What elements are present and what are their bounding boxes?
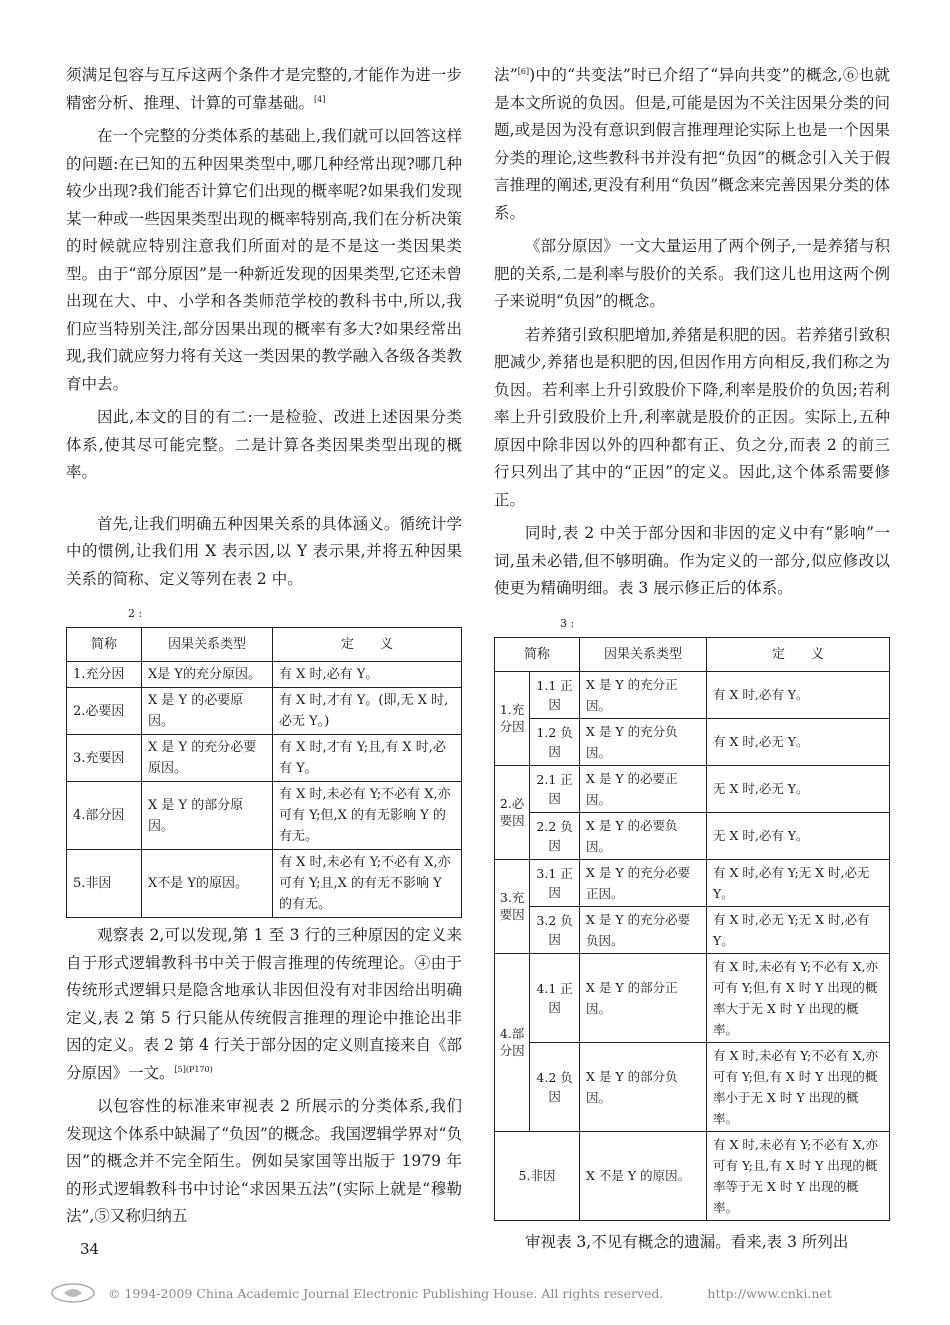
table-row: [67, 850, 462, 918]
table-cell: X 是 Y 的必要原因。: [142, 688, 273, 735]
table-row: [495, 765, 890, 812]
table-cell: 1.1 正因: [530, 671, 580, 718]
table2-caption: 2 :: [128, 607, 143, 620]
paragraph: 须满足包容与互斥这两个条件才是完整的,才能作为进一步精密分析、推理、计算的可靠基础。[4]: [66, 66, 462, 112]
table-cell: X 是 Y 的部分正因。: [580, 953, 707, 1042]
table-cell: 有 X 时,未必有 Y;不必有 X,亦可有 Y;且,X 的有无不影响 Y 的有无。: [273, 850, 462, 918]
table-row: [495, 1131, 890, 1220]
table-cell: 4.部分因: [495, 953, 530, 1131]
table-row: [495, 812, 890, 859]
table-header: 简称: [67, 628, 142, 662]
paragraph: 首先,让我们明确五种因果关系的具体涵义。循统计学中的惯例,让我们用 X 表示因,以 Y 表示果,并将五种因果关系的简称、定义等列在表 2 中。: [66, 514, 462, 588]
citation-ref: [6]: [517, 66, 530, 76]
footer-link[interactable]: http://www.cnki.net: [707, 1285, 832, 1301]
table-cell: 2.1 正因: [530, 765, 580, 812]
paragraph: 观察表 2,可以发现,第 1 至 3 行的三种原因的定义来自于形式逻辑教科书中关于假言推理的传统理论。④由于传统形式逻辑只是隐含地承认非因但没有对非因给出明确定义,表 2 第 5 行只能从传统假言推理的理论中推论出非因的定义。表 2 第 4 行关于部分因的定义则直接来自《部分原因》一文。$^{[5](P170)}$: [66, 926, 462, 1082]
table-cell: 5.非因: [67, 850, 142, 918]
table-row: [495, 718, 890, 765]
right-column: [494, 62, 890, 1262]
table-cell: 3.充要因: [67, 735, 142, 782]
table-cell: 无 X 时,必有 Y。: [707, 812, 890, 859]
table-row: [495, 1042, 890, 1131]
paragraph: 以包容性的标准来审视表 2 所展示的分类体系,我们发现这个体系中缺漏了“负因”的概念。我国逻辑学界对“负因”的概念并不完全陌生。例如吴家国等出版于 1979 年的形式逻辑教科书中讨论“求因果五法”(实际上就是“穆勒法”,⑤又称归纳五: [66, 1097, 462, 1225]
page-number: 34: [80, 1240, 100, 1258]
table-cell: X 是 Y 的充分必要原因。: [142, 735, 273, 782]
table-cell: 1.充分因: [67, 662, 142, 688]
table-cell: 有 X 时,必有 Y;无 X 时,必无 Y。: [707, 859, 890, 906]
table-cell: 有 X 时,必有 Y。: [707, 671, 890, 718]
table-cell: X不是 Y的原因。: [142, 850, 273, 918]
paragraph: 若养猪引致积肥增加,养猪是积肥的因。若养猪引致积肥减少,养猪也是积肥的因,但因作用方向相反,我们称之为负因。若利率上升引致股价下降,利率是股价的负因;若利率上升引致股价上升,利率就是股价的正因。实际上,五种原因中除非因以外的四种都有正、负之分,而表 2 的前三行只列出了其中的“正因”的定义。因此,这个体系需要修正。: [494, 325, 890, 509]
table-cell: 有 X 时,必无 Y;无 X 时,必有 Y。: [707, 906, 890, 953]
table-row: [67, 662, 462, 688]
table-cell: 有 X 时,才有 Y。(即,无 X 时,必无 Y。): [273, 688, 462, 735]
citation-ref: [4]: [314, 94, 326, 104]
table-row: [67, 782, 462, 850]
paragraph: 因此,本文的目的有二:一是检验、改进上述因果分类体系,使其尽可能完整。二是计算各类因果类型出现的概率。: [66, 408, 462, 481]
table-cell: 有 X 时,才有 Y;且,有 X 时,必有 Y。: [273, 735, 462, 782]
table-cell: X 是 Y 的必要负因。: [580, 812, 707, 859]
paragraph: 法”[6])中的“共变法”时已介绍了“异向共变”的概念,⑥也就是本文所说的负因。但是,可能是因为不关注因果分类的问题,或是因为没有意识到假言推理理论实际上也是一个因果分类的理论,这些教科书并没有把“负因”的概念引入关于假言推理的阐述,更没有利用“负因”概念来完善因果分类的体系。: [494, 66, 890, 222]
paragraph: 在一个完整的分类体系的基础上,我们就可以回答这样的问题:在已知的五种因果类型中,哪几种经常出现?哪几种较少出现?我们能否计算它们出现的概率呢?如果我们发现某一种或一些因果类型出现的概率特别高,我们在分析决策的时候就应特别注意我们所面对的是不是这一类因果类型。由于“部分原因”是一种新近发现的因果类型,它还未曾出现在大、中、小学和各类师范学校的教科书中,所以,我们应当特别关注,部分因果出现的概率有多大?如果经常出现,我们就应努力将有关这一类因果的教学融入各级各类教育中去。: [66, 127, 462, 393]
paragraph: 审视表 3,不见有概念的遗漏。看来,表 3 所列出: [525, 1232, 849, 1251]
table-cell: X 是 Y 的部分负因。: [580, 1042, 707, 1131]
table3-caption: 3 :: [560, 616, 575, 630]
table-cell: X 是 Y 的必要正因。: [580, 765, 707, 812]
table-cell: 3.2 负因: [530, 906, 580, 953]
table-cell: X 是 Y 的充分必要负因。: [580, 906, 707, 953]
table-row: [67, 688, 462, 735]
table-cell: 3.充要因: [495, 859, 530, 953]
table-3: [494, 637, 890, 1221]
table-cell: 有 X 时,未必有 Y;不必有 X,亦可有 Y;但,有 X 时 Y 出现的概率大于无 X 时 Y 出现的概率。: [707, 953, 890, 1042]
table-cell: 2.2 负因: [530, 812, 580, 859]
table-cell: 4.2 负因: [530, 1042, 580, 1131]
table-header: 定 义: [707, 637, 890, 671]
table-cell: X 是 Y 的充分必要正因。: [580, 859, 707, 906]
table-row: [495, 906, 890, 953]
table-cell: 5.非因: [495, 1131, 580, 1220]
table-cell: 有 X 时,必有 Y。: [273, 662, 462, 688]
table-cell: X是 Y的充分原因。: [142, 662, 273, 688]
table-row: [495, 859, 890, 906]
table-cell: X 不是 Y 的原因。: [580, 1131, 707, 1220]
table-header: 因果关系类型: [580, 637, 707, 671]
paragraph: 同时,表 2 中关于部分因和非因的定义中有“影响”一词,虽未必错,但不够明确。作为定义的一部分,似应修改以使更为精确明细。表 3 展示修正后的体系。: [494, 524, 890, 597]
table-cell: 1.2 负因: [530, 718, 580, 765]
table-cell: 有 X 时,未必有 Y;不必有 X,亦可有 Y;但,X 的有无影响 Y 的有无。: [273, 782, 462, 850]
table-header: 定 义: [273, 628, 462, 662]
table-cell: 有 X 时,未必有 Y;不必有 X,亦可有 Y;且,有 X 时 Y 出现的概率等于无 X 时 Y 出现的概率。: [707, 1131, 890, 1220]
table-cell: X 是 Y 的充分负因。: [580, 718, 707, 765]
table-cell: 无 X 时,必无 Y。: [707, 765, 890, 812]
cnki-logo-icon: [50, 1282, 96, 1304]
left-column: [66, 62, 462, 1237]
table-cell: 有 X 时,必无 Y。: [707, 718, 890, 765]
table-header: 简称: [495, 637, 580, 671]
citation-ref: [5](P170): [174, 1064, 213, 1074]
table-cell: 有 X 时,未必有 Y;不必有 X,亦可有 Y;但,有 X 时 Y 出现的概率小于无 X 时 Y 出现的概率。: [707, 1042, 890, 1131]
table-cell: 1.充分因: [495, 671, 530, 765]
footer: [50, 1280, 900, 1306]
footer-copyright: © 1994-2009 China Academic Journal Electronic Publishing House. All rights reserved.: [108, 1285, 664, 1301]
table-cell: X 是 Y 的部分原因。: [142, 782, 273, 850]
table-row: [67, 735, 462, 782]
table-cell: 4.1 正因: [530, 953, 580, 1042]
table-row: [495, 953, 890, 1042]
table-cell: 2.必要因: [67, 688, 142, 735]
table-cell: 4.部分因: [67, 782, 142, 850]
table-cell: 3.1 正因: [530, 859, 580, 906]
table-row: [495, 671, 890, 718]
table-cell: X 是 Y 的充分正因。: [580, 671, 707, 718]
table-cell: 2.必要因: [495, 765, 530, 859]
table-header: 因果关系类型: [142, 628, 273, 662]
paragraph: 《部分原因》一文大量运用了两个例子,一是养猪与积肥的关系,二是利率与股价的关系。我们这儿也用这两个例子来说明“负因”的概念。: [494, 237, 890, 310]
table-2: [66, 627, 462, 918]
